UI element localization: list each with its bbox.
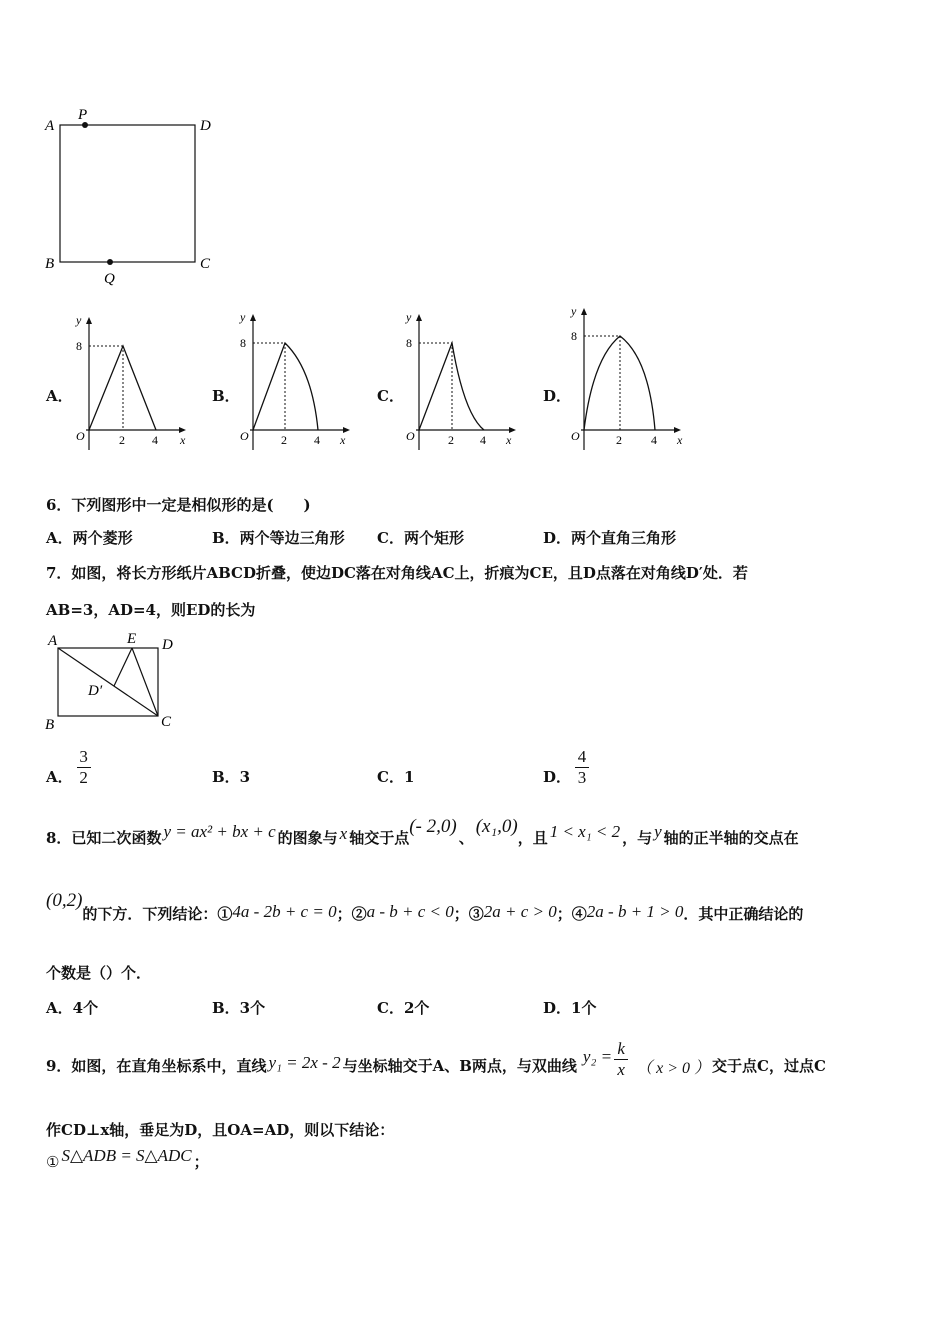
q8-conclusion-4: 2a - b + 1 > 0 [586, 902, 684, 921]
q6-option-a: A．两个菱形 [46, 529, 133, 547]
q7-option-d-fraction [575, 748, 589, 787]
rectangle-fold-figure [40, 628, 190, 736]
tick-8: 8 [571, 329, 577, 343]
label-a: A [48, 633, 58, 649]
q7-line1: 7．如图，将长方形纸片ABCD折叠，使边DC落在对角线AC上，折痕为CE，且D点落在对角线D′处．若 [46, 564, 748, 582]
graph-b [236, 309, 360, 452]
label-d-prime: D′ [88, 683, 103, 699]
q9-conclusion-1 [46, 1146, 209, 1172]
label-a: A [45, 118, 55, 134]
diagonal-ac [58, 648, 158, 716]
crease-ce [132, 648, 158, 716]
q8-line2 [46, 890, 804, 924]
tick-4: 4 [480, 433, 486, 447]
graph-option-d-label: D． [543, 387, 572, 405]
q9-text-3: 交于点C，过点C [712, 1057, 826, 1075]
graph-curve [584, 336, 655, 430]
label-p: P [78, 107, 88, 123]
fold-ed-prime [114, 648, 132, 686]
q8-point-2: (x₁,0) [475, 816, 518, 837]
q6-option-b: B．两个等边三角形 [212, 529, 345, 547]
square-figure [40, 100, 230, 290]
y-label: y [76, 313, 82, 327]
x-label: x [506, 433, 512, 447]
denominator: 2 [79, 767, 88, 787]
q7-line2: AB=3，AD=4，则ED的长为 [46, 601, 256, 619]
y-label: y [571, 304, 577, 318]
graph-a [72, 312, 196, 452]
origin-label: O [406, 429, 415, 443]
origin-label: O [571, 429, 580, 443]
point-q-dot [107, 259, 113, 265]
q7-option-a-fraction [77, 748, 91, 787]
q9-text-1: 9．如图，在直角坐标系中，直线 [46, 1057, 267, 1075]
tick-2: 2 [448, 433, 454, 447]
x-label: x [677, 433, 683, 447]
q6-option-c: C．两个矩形 [377, 529, 464, 547]
x-label: x [180, 433, 186, 447]
numerator: 4 [577, 746, 587, 766]
q8-text-5: ，与 [622, 829, 653, 847]
graph-option-a-label: A． [46, 387, 73, 405]
label-q: Q [104, 271, 115, 287]
y-axis-arrow [250, 314, 256, 321]
q8-equation: y = ax² + bx + c [163, 822, 276, 841]
q8-option-b: B．3个 [212, 999, 266, 1017]
q8-option-c: C．2个 [377, 999, 430, 1017]
numerator: 3 [79, 746, 88, 766]
q9-hyperbola-lhs: y₂ = [582, 1047, 613, 1066]
q7-option-a-label: A． [46, 768, 73, 786]
tick-8: 8 [240, 336, 246, 350]
q7-option-d-label: D． [543, 768, 572, 786]
graph-option-b-label: B． [212, 387, 240, 405]
q8-separator: 、 [458, 829, 474, 847]
q8-y-var: y [654, 822, 662, 841]
numerator: k [617, 1038, 625, 1058]
q8-line1 [46, 816, 799, 848]
tick-4: 4 [314, 433, 320, 447]
q9-line1 [46, 1034, 826, 1084]
q8-text-2: 的图象与 [277, 829, 338, 847]
square-outline [60, 125, 195, 262]
origin-label: O [240, 429, 249, 443]
q9-conclusion-1-mark: ① [46, 1153, 60, 1171]
q8-point-3: (0,2) [46, 890, 83, 911]
graph-c [402, 309, 526, 452]
q9-line-equation: y₁ = 2x - 2 [268, 1053, 341, 1072]
tick-8: 8 [76, 339, 82, 353]
label-c: C [200, 256, 211, 272]
graph-d [567, 303, 691, 452]
q8-text-7: 的下方．下列结论：① [82, 905, 233, 923]
q8-text-11: ．其中正确结论的 [683, 905, 804, 923]
tick-8: 8 [406, 336, 412, 350]
q6-stem: 6．下列图形中一定是相似形的是( ) [46, 496, 311, 514]
q8-option-a: A．4个 [46, 999, 99, 1017]
y-axis-arrow [86, 317, 92, 324]
q8-text-3: 轴交于点 [349, 829, 410, 847]
q9-hyperbola-fraction [614, 1040, 628, 1079]
q9-conclusion-1-formula: S△ADB = S△ADC [61, 1146, 192, 1165]
q8-point-1: (- 2,0) [409, 816, 457, 837]
q7-option-d [543, 743, 589, 791]
origin-label: O [76, 429, 85, 443]
y-label: y [240, 310, 246, 324]
y-axis-arrow [581, 308, 587, 315]
q7-option-a [46, 743, 91, 791]
q8-option-d: D．1个 [543, 999, 597, 1017]
label-c: C [161, 714, 172, 730]
q8-text-10: ；④ [556, 905, 587, 923]
y-axis-arrow [416, 314, 422, 321]
tick-4: 4 [152, 433, 158, 447]
tick-2: 2 [119, 433, 125, 447]
q8-inequality: 1 < x₁ < 2 [549, 822, 621, 841]
q9-conclusion-1-end: ； [193, 1153, 209, 1171]
tick-4: 4 [651, 433, 657, 447]
q8-line3: 个数是（）个． [46, 964, 152, 982]
q9-line2: 作CD⊥x轴，垂足为D，且OA=AD，则以下结论： [46, 1121, 395, 1139]
denominator: x [617, 1059, 625, 1079]
q8-text-1: 8．已知二次函数 [46, 829, 162, 847]
q7-option-c: C．1 [377, 768, 415, 786]
q8-text-6: 轴的正半轴的交点在 [663, 829, 799, 847]
q8-conclusion-3: 2a + c > 0 [483, 902, 557, 921]
denominator: 3 [577, 767, 587, 787]
label-b: B [45, 256, 55, 272]
q8-x-var: x [339, 824, 348, 843]
x-label: x [340, 433, 346, 447]
q8-text-9: ；③ [453, 905, 484, 923]
label-b: B [45, 717, 55, 733]
graph-option-c-label: C． [377, 387, 404, 405]
q8-conclusion-2: a - b + c < 0 [366, 902, 454, 921]
label-d: D [200, 118, 211, 134]
tick-2: 2 [616, 433, 622, 447]
tick-2: 2 [281, 433, 287, 447]
y-label: y [406, 310, 412, 324]
q8-text-4: ，且 [517, 829, 548, 847]
q7-option-b: B．3 [212, 768, 251, 786]
q8-conclusion-1: 4a - 2b + c = 0 [232, 902, 337, 921]
q9-text-2: 与坐标轴交于A、B两点，与双曲线 [342, 1057, 577, 1075]
q6-option-d: D．两个直角三角形 [543, 529, 677, 547]
label-e: E [127, 631, 137, 647]
q8-text-8: ；② [336, 905, 367, 923]
q9-condition: （ x > 0 ） [636, 1059, 711, 1077]
label-d: D [162, 637, 173, 653]
